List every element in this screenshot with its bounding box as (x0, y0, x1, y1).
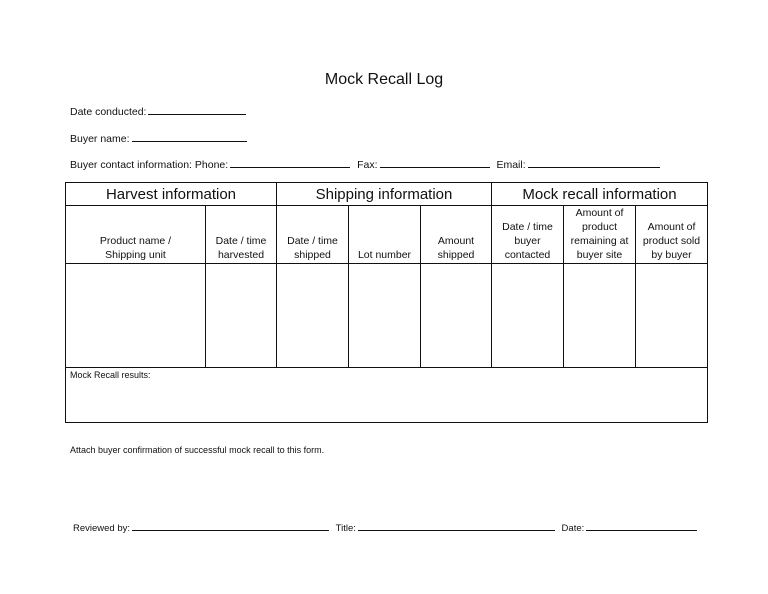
col-amount-sold: Amount of product sold by buyer (636, 206, 708, 264)
footer-row (73, 520, 697, 534)
table-row (66, 264, 708, 368)
date-field[interactable] (586, 520, 697, 531)
mock-recall-results[interactable] (66, 368, 708, 423)
col-lot-number: Lot number (349, 206, 421, 264)
cell-date-contacted[interactable] (492, 264, 564, 368)
cell-amount-remaining[interactable] (564, 264, 636, 368)
cell-lot-number[interactable] (349, 264, 421, 368)
group-shipping: Shipping information (277, 183, 492, 206)
col-date-contacted: Date / time buyer contacted (492, 206, 564, 264)
cell-amount-sold[interactable] (636, 264, 708, 368)
date-conducted-row (70, 104, 246, 118)
phone-field[interactable] (230, 157, 350, 168)
title-field[interactable] (358, 520, 555, 531)
group-harvest: Harvest information (66, 183, 277, 206)
date-label: Date: (561, 523, 585, 534)
email-field[interactable] (528, 157, 660, 168)
cell-date-harvested[interactable] (206, 264, 277, 368)
reviewed-by-field[interactable] (132, 520, 329, 531)
attach-note: Attach buyer confirmation of successful mock recall to this form. (70, 445, 325, 455)
col-date-shipped: Date / time shipped (277, 206, 349, 264)
date-conducted-label: Date conducted: (70, 106, 147, 118)
col-amount-remaining: Amount of product remaining at buyer site (564, 206, 636, 264)
page-title: Mock Recall Log (324, 71, 444, 88)
date-conducted-field[interactable] (148, 104, 246, 115)
recall-log-table (65, 182, 708, 423)
group-mock-recall: Mock recall information (492, 183, 708, 206)
col-product-name: Product name / Shipping unit (66, 206, 206, 264)
email-label: Email: (496, 159, 526, 171)
buyer-name-label: Buyer name: (70, 133, 130, 145)
mock-recall-results-label: Mock Recall results: (70, 370, 151, 380)
cell-product-name[interactable] (66, 264, 206, 368)
cell-date-shipped[interactable] (277, 264, 349, 368)
reviewed-by-label: Reviewed by: (73, 523, 131, 534)
phone-label: Buyer contact information: Phone: (70, 159, 229, 171)
buyer-name-field[interactable] (132, 131, 247, 142)
fax-field[interactable] (380, 157, 490, 168)
title-label: Title: (335, 523, 356, 534)
col-date-harvested: Date / time harvested (206, 206, 277, 264)
cell-amount-shipped[interactable] (421, 264, 492, 368)
buyer-name-row (70, 131, 247, 145)
fax-label: Fax: (357, 159, 378, 171)
col-amount-shipped: Amount shipped (421, 206, 492, 264)
contact-info-row (70, 157, 660, 171)
